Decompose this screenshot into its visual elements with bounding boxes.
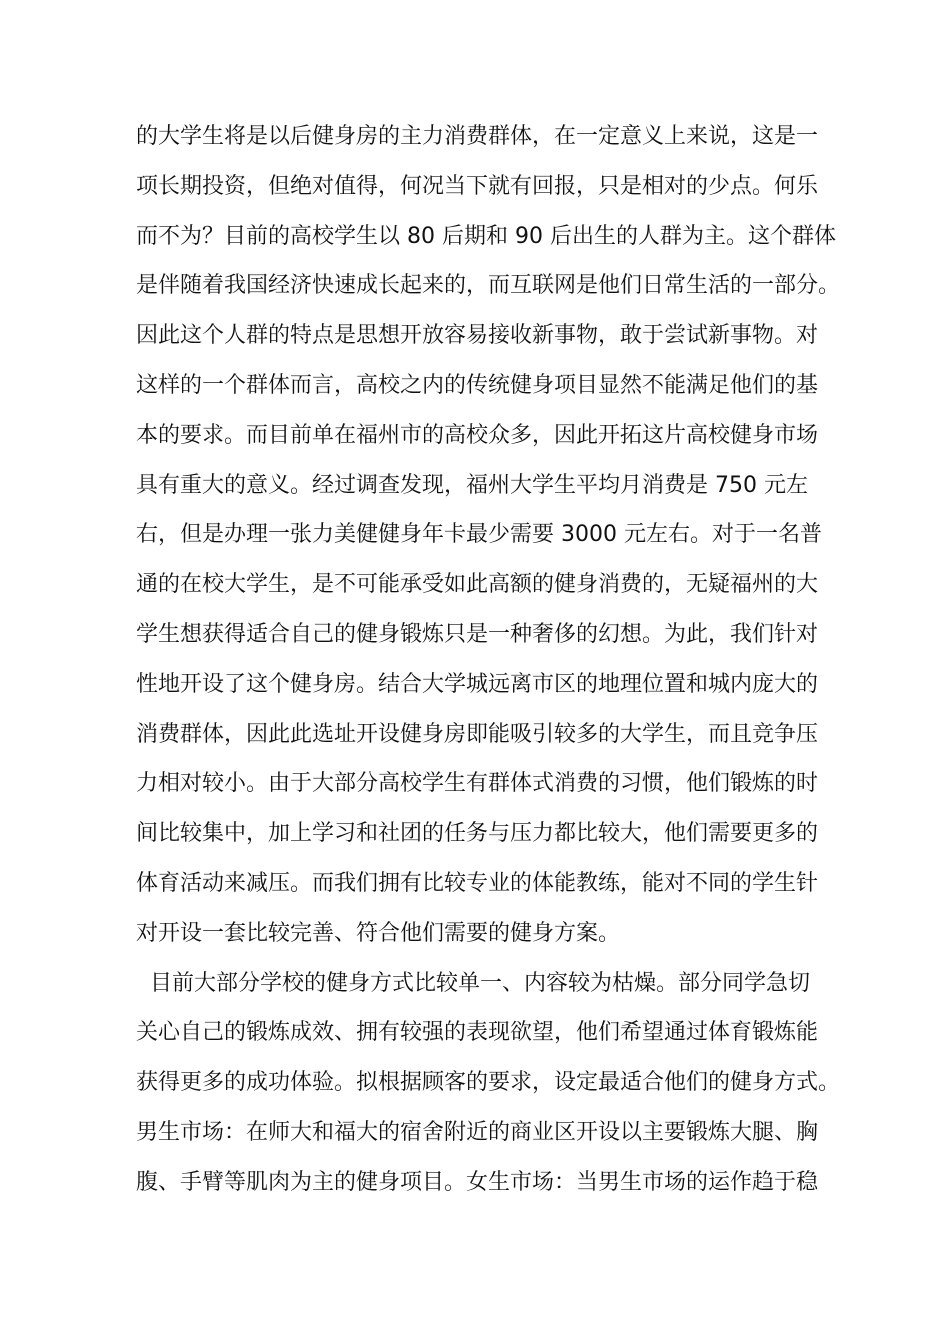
text-line: 对开设一套比较完善、符合他们需要的健身方案。	[136, 920, 621, 946]
text-line: 本的要求。而目前单在福州市的高校众多，因此开拓这片高校健身市场	[136, 422, 819, 448]
text-line: 体育活动来减压。而我们拥有比较专业的体能教练，能对不同的学生针	[136, 870, 819, 896]
text-line: 性地开设了这个健身房。结合大学城远离市区的地理位置和城内庞大的	[136, 671, 819, 697]
text-line: 的大学生将是以后健身房的主力消费群体，在一定意义上来说，这是一	[136, 124, 819, 149]
text-line: 右，但是办理一张力美健健身年卡最少需要 3000 元左右。对于一名普	[136, 522, 822, 548]
body-text	[136, 112, 856, 1208]
text-line: 力相对较小。由于大部分高校学生有群体式消费的习惯，他们锻炼的时	[136, 771, 819, 797]
text-line: 具有重大的意义。经过调查发现，福州大学生平均月消费是 750 元左	[136, 472, 808, 498]
text-line: 因此这个人群的特点是思想开放容易接收新事物，敢于尝试新事物。对	[136, 323, 819, 349]
text-line: 通的在校大学生，是不可能承受如此高额的健身消费的，无疑福州的大	[136, 572, 819, 598]
text-line: 消费群体，因此此选址开设健身房即能吸引较多的大学生，而且竞争压	[136, 721, 819, 747]
text-line: 关心自己的锻炼成效、拥有较强的表现欲望，他们希望通过体育锻炼能	[136, 1020, 819, 1046]
text-line: 这样的一个群体而言，高校之内的传统健身项目显然不能满足他们的基	[136, 372, 819, 398]
text-line: 目前大部分学校的健身方式比较单一、内容较为枯燥。部分同学急切	[150, 970, 811, 996]
paragraph-1	[136, 112, 856, 959]
text-line: 是伴随着我国经济快速成长起来的，而互联网是他们日常生活的一部分。	[136, 273, 841, 299]
text-line: 间比较集中，加上学习和社团的任务与压力都比较大，他们需要更多的	[136, 821, 819, 847]
text-line: 男生市场：在师大和福大的宿舍附近的商业区开设以主要锻炼大腿、胸	[136, 1119, 819, 1145]
text-line: 而不为？目前的高校学生以 80 后期和 90 后出生的人群为主。这个群体	[136, 223, 836, 249]
text-line: 腹、手臂等肌肉为主的健身项目。女生市场：当男生市场的运作趋于稳	[136, 1169, 819, 1195]
text-line: 获得更多的成功体验。拟根据顾客的要求，设定最适合他们的健身方式。	[136, 1070, 841, 1096]
paragraph-2	[136, 959, 856, 1208]
text-line: 项长期投资，但绝对值得，何况当下就有回报，只是相对的少点。何乐	[136, 173, 819, 199]
text-line: 学生想获得适合自己的健身锻炼只是一种奢侈的幻想。为此，我们针对	[136, 621, 819, 647]
